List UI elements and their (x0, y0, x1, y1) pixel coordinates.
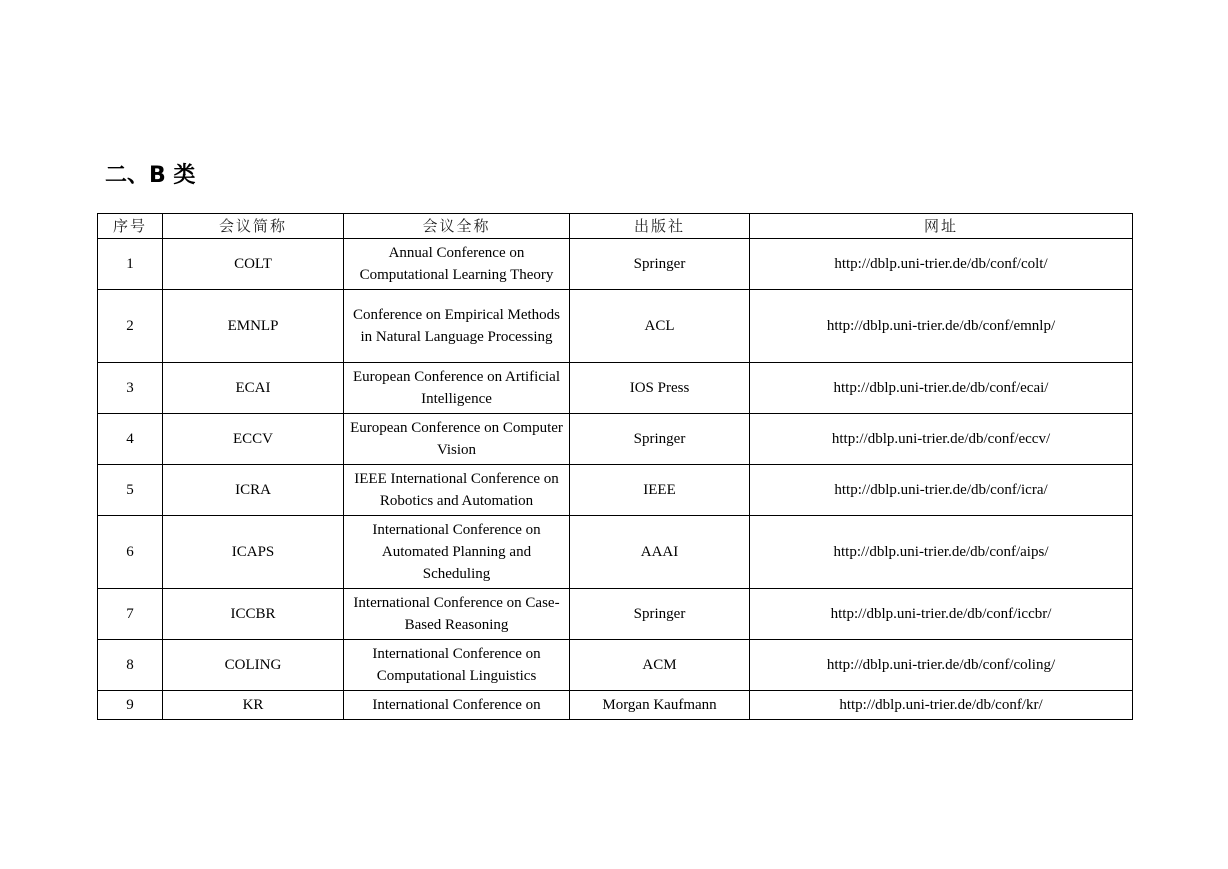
row-publisher: ACM (570, 640, 750, 691)
row-no: 5 (98, 465, 163, 516)
table-row (98, 640, 1133, 691)
row-no: 4 (98, 414, 163, 465)
row-abbr: COLING (163, 640, 344, 691)
table-row (98, 589, 1133, 640)
header-no: 序号 (98, 214, 163, 239)
row-url: http://dblp.uni-trier.de/db/conf/colt/ (750, 239, 1133, 290)
row-no: 8 (98, 640, 163, 691)
table-row (98, 691, 1133, 720)
row-publisher: ACL (570, 290, 750, 363)
row-abbr: ECAI (163, 363, 344, 414)
row-publisher: Springer (570, 239, 750, 290)
header-url: 网址 (750, 214, 1133, 239)
row-no: 9 (98, 691, 163, 720)
row-publisher: IEEE (570, 465, 750, 516)
row-full-name: European Conference on Artificial Intelligence (344, 363, 570, 414)
row-full-name: International Conference on Case-Based Reasoning (344, 589, 570, 640)
row-publisher: Springer (570, 589, 750, 640)
row-publisher: AAAI (570, 516, 750, 589)
table-row (98, 414, 1133, 465)
row-no: 7 (98, 589, 163, 640)
row-full-name: Conference on Empirical Methods in Natural Language Processing (344, 290, 570, 363)
header-abbr: 会议简称 (163, 214, 344, 239)
row-abbr: KR (163, 691, 344, 720)
row-full-name: European Conference on Computer Vision (344, 414, 570, 465)
row-url: http://dblp.uni-trier.de/db/conf/ecai/ (750, 363, 1133, 414)
header-full-name: 会议全称 (344, 214, 570, 239)
row-url: http://dblp.uni-trier.de/db/conf/emnlp/ (750, 290, 1133, 363)
row-no: 1 (98, 239, 163, 290)
table-header-row (98, 214, 1133, 239)
row-publisher: Springer (570, 414, 750, 465)
row-no: 2 (98, 290, 163, 363)
conference-table (97, 213, 1133, 720)
row-publisher: Morgan Kaufmann (570, 691, 750, 720)
row-url: http://dblp.uni-trier.de/db/conf/aips/ (750, 516, 1133, 589)
row-url: http://dblp.uni-trier.de/db/conf/iccbr/ (750, 589, 1133, 640)
table-row (98, 363, 1133, 414)
row-no: 3 (98, 363, 163, 414)
row-abbr: COLT (163, 239, 344, 290)
row-full-name: International Conference on Computational Linguistics (344, 640, 570, 691)
row-url: http://dblp.uni-trier.de/db/conf/icra/ (750, 465, 1133, 516)
row-full-name: Annual Conference on Computational Learning Theory (344, 239, 570, 290)
row-url: http://dblp.uni-trier.de/db/conf/kr/ (750, 691, 1133, 720)
table-row (98, 290, 1133, 363)
table-row (98, 516, 1133, 589)
row-full-name: IEEE International Conference on Robotics and Automation (344, 465, 570, 516)
row-url: http://dblp.uni-trier.de/db/conf/eccv/ (750, 414, 1133, 465)
header-publisher: 出版社 (570, 214, 750, 239)
table-row (98, 465, 1133, 516)
row-abbr: ICCBR (163, 589, 344, 640)
row-full-name: International Conference on Automated Planning and Scheduling (344, 516, 570, 589)
row-publisher: IOS Press (570, 363, 750, 414)
row-abbr: EMNLP (163, 290, 344, 363)
section-title: 二、B 类 (105, 163, 196, 188)
row-abbr: ICAPS (163, 516, 344, 589)
row-no: 6 (98, 516, 163, 589)
row-url: http://dblp.uni-trier.de/db/conf/coling/ (750, 640, 1133, 691)
row-full-name: International Conference on (344, 691, 570, 720)
row-abbr: ECCV (163, 414, 344, 465)
table-row (98, 239, 1133, 290)
row-abbr: ICRA (163, 465, 344, 516)
